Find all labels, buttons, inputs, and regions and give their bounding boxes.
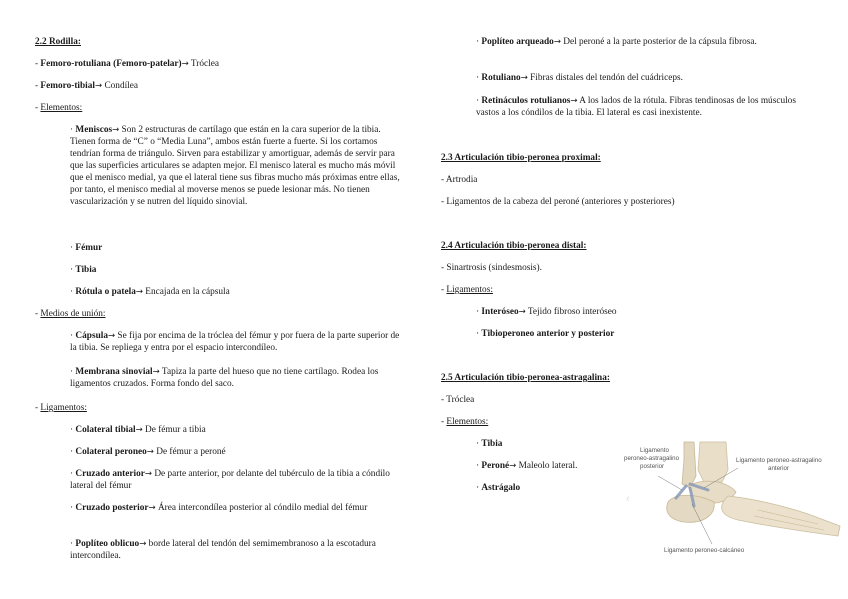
capsula-paragraph: · Cápsula→ Se fija por encima de la tróclea del fémur y por fuera de la parte superior de la tibia. Se repliega y entra por el espacio intercondíleo. [70,331,400,353]
figure-label-peroneo-astragalino: peroneo-astragalino [624,455,680,462]
tibioperoneo-item: · Tibioperoneo anterior y posterior [476,329,615,339]
figure-label-anterior: anterior [768,465,789,472]
ligamento-rotuliano: · Rotuliano→ Fibras distales del tendón del cuádriceps. [476,73,683,83]
artrodia-line: - Artrodia [441,175,478,185]
interoseo-item: · Interóseo→ Tejido fibroso interóseo [476,307,617,317]
elementos-astragalina-label: - Elementos: [441,417,489,427]
astragalo-elemento: · Astrágalo [476,483,521,493]
medios-union-label: - Medios de unión: [35,309,106,319]
section-title-tibio-peronea-distal: 2.4 Articulación tibio-peronea distal: [441,241,587,251]
figure-label-posterior: posterior [640,463,665,470]
sinartrosis-line: - Sinartrosis (sindesmosis). [441,263,542,273]
tibia-item: · Tibia [70,265,97,275]
figure-label-peroneo-astragalino-anterior: Ligamento peroneo-astragalino [736,457,822,464]
ligamentos-label: - Ligamentos: [35,403,87,413]
perone-elemento: · Peroné→ Maleolo lateral. [476,461,578,471]
femoro-tibial-line: - Femoro-tibial→ Condílea [35,81,139,91]
figure-label-ligamento: Ligamento [640,447,669,454]
section-title-rodilla: 2.2 Rodilla: [35,37,81,47]
ligamentos-distal-label: - Ligamentos: [441,285,493,295]
ligamento-colateral-tibial: · Colateral tibial→ De fémur a tibia [70,425,206,435]
ligamento-cruzado-anterior: · Cruzado anterior→ De parte anterior, por delante del tubérculo de la tibia a cóndilo lateral del fémur [70,469,390,491]
section-title-tibio-peronea-proximal: 2.3 Articulación tibio-peronea proximal: [441,153,601,163]
carousel-left-arrow-icon: ‹ [626,493,630,505]
tibia-elemento: · Tibia [476,439,503,449]
troclea-line: - Tróclea [441,395,475,405]
ligamento-cruzado-posterior: · Cruzado posterior→ Área intercondílea posterior al cóndilo medial del fémur [70,503,368,513]
femur-item: · Fémur [70,243,103,253]
rotula-item: · Rótula o patela→ Encajada en la cápsula [70,287,230,297]
ligamento-popliteo-oblicuo: · Poplíteo oblicuo→ borde lateral del tendón del semimembranoso a la escotadura intercondílea. [70,539,376,561]
femoro-rotuliana-line: - Femoro-rotuliana (Femoro-patelar)→ Tróclea [35,59,219,69]
section-title-tibio-peronea-astragalina: 2.5 Articulación tibio-peronea-astragalina: [441,373,610,383]
meniscos-paragraph: · Meniscos→ Son 2 estructuras de cartílago que están en la cara superior de la tibia. Tienen forma de “C” o “Media Luna”, ambos están fuerte a fuerte. Si los cortamos tendrían forma de triángulo. Sirven para estabilizar y amortiguar, además de servir para que las superficies articulares se adapten mejor. El menisco lateral es mucho más móvil que el menisco medial, ya que el lateral tiene sus fibras mucho más próximas entre ellas, por tanto, el menisco medial al moverse menos se puede lesionar más. No tienen vascularización y se nutren del líquido sinovial. [70,125,400,207]
ligamento-colateral-peroneo: · Colateral peroneo→ De fémur a peroné [70,447,226,457]
ligamento-popliteo-arqueado: · Poplíteo arqueado→ Del peroné a la parte posterior de la cápsula fibrosa. [476,37,757,47]
elementos-label: - Elementos: [35,103,83,113]
membrana-paragraph: · Membrana sinovial→ Tapiza la parte del hueso que no tiene cartílago. Rodea los ligamentos cruzados. Forma fondo del saco. [70,367,379,389]
retinaculos-rotulianos: · Retináculos rotulianos→ A los lados de la rótula. Fibras tendinosas de los músculos vastos a los cóndilos de la tibia. El lateral es casi inexistente. [476,96,796,118]
tibia-bone [698,442,728,482]
ligamentos-cabeza-perone-line: - Ligamentos de la cabeza del peroné (anteriores y posteriores) [441,197,675,207]
ankle-ligaments-figure [618,440,844,558]
figure-label-peroneo-calcaneo: Ligamento peroneo-calcáneo [664,547,745,554]
